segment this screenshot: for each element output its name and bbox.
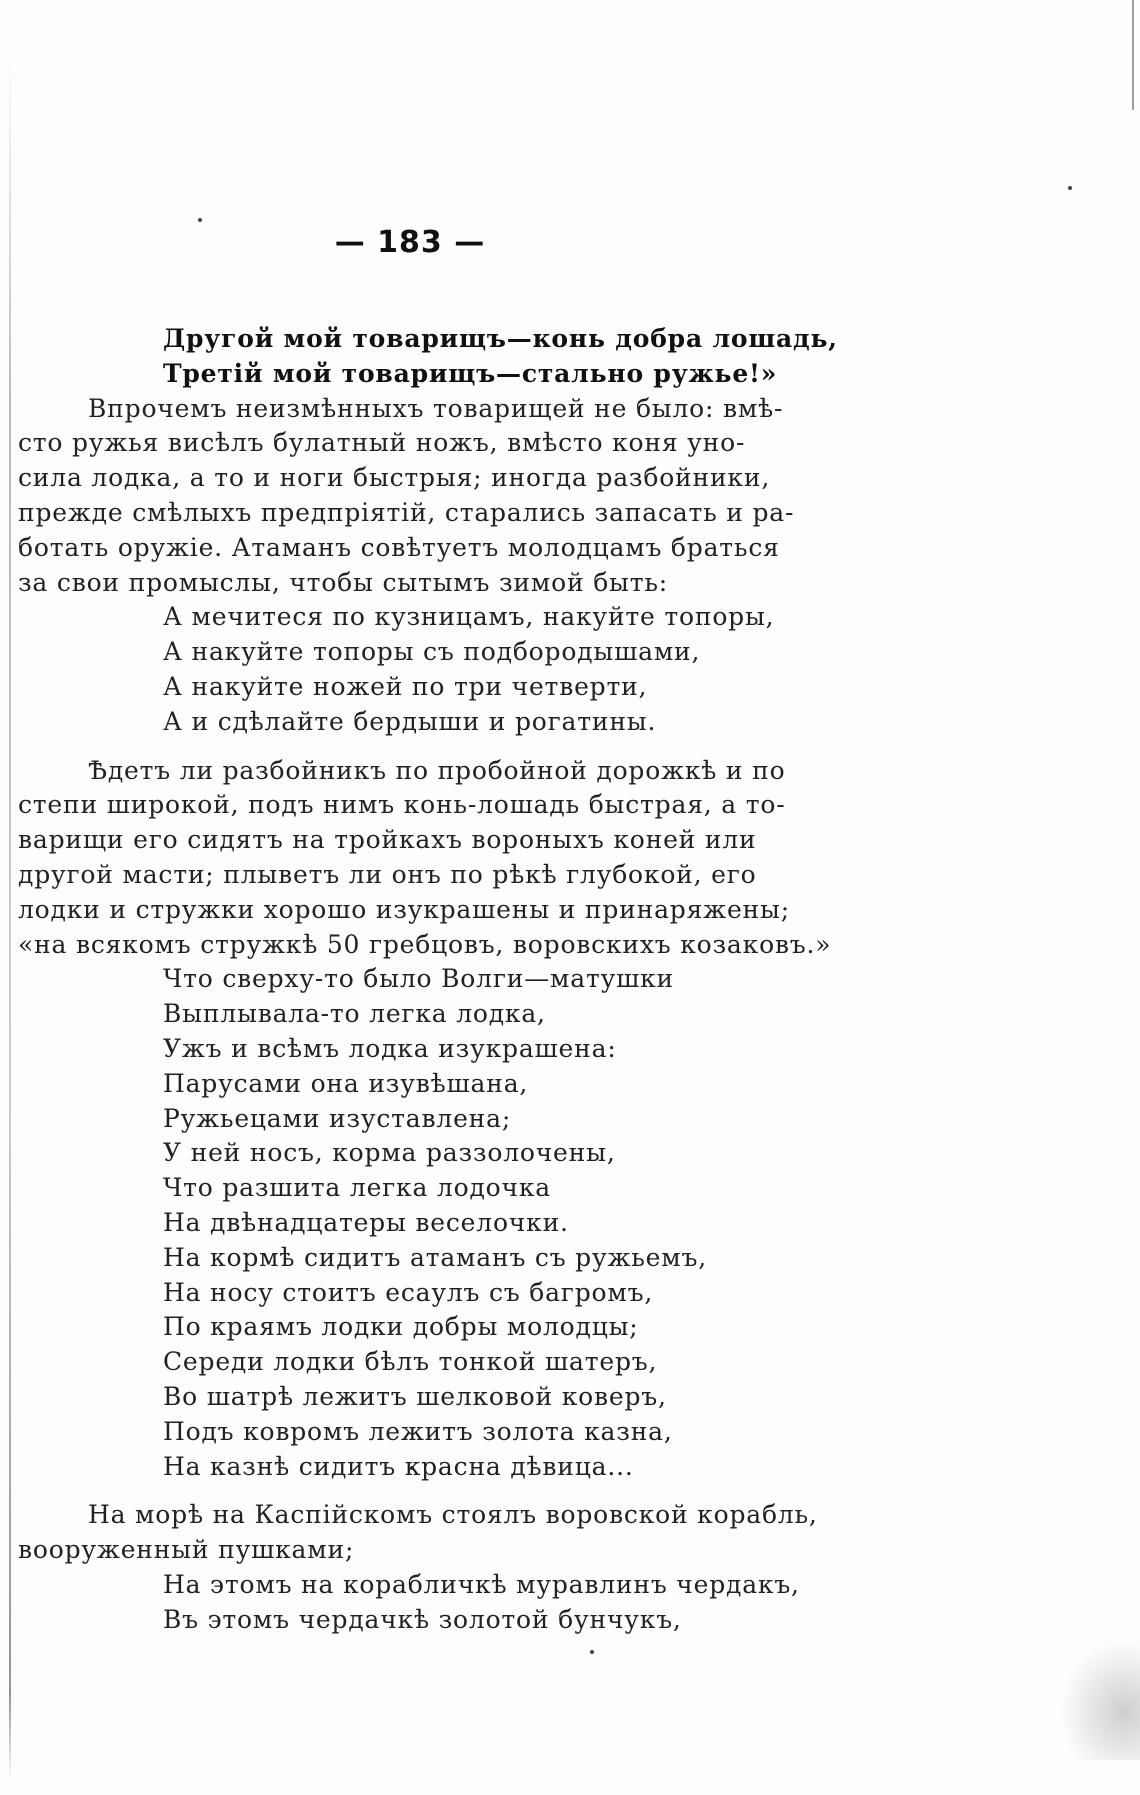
body-text <box>18 322 838 1637</box>
scan-speck <box>1068 186 1072 190</box>
verse-line: Парусами она изувѣшана, <box>163 1068 529 1098</box>
verse-line: Выплывала-то легка лодка, <box>163 999 546 1029</box>
scan-smudge <box>1060 1640 1140 1760</box>
text-line: Ѣдетъ ли разбойникъ по пробойной дорожкѣ и по <box>88 755 786 785</box>
verse-line: По краямъ лодки добры молодцы; <box>163 1312 639 1342</box>
page-number: — 183 — <box>334 225 486 260</box>
verse-line: Что разшита легка лодочка <box>163 1173 551 1203</box>
text-line: сто ружья висѣлъ булатный ножъ, вмѣсто коня уно- <box>18 428 746 458</box>
text-line: На морѣ на Каспійскомъ стоялъ воровской корабль, <box>88 1500 818 1530</box>
text-line: Впрочемъ неизмѣнныхъ товарищей не было: вмѣ- <box>88 393 784 423</box>
text-line: Третій мой товарищъ—стально ружье!» <box>163 358 778 388</box>
verse-line: А накуйте топоры съ подбородышами, <box>163 637 701 667</box>
scan-edge-left <box>9 60 11 1780</box>
text-line: степи широкой, подъ нимъ конь-лошадь быстрая, а то- <box>18 790 786 820</box>
verse-line: А мечитеся по кузницамъ, накуйте топоры, <box>163 602 775 632</box>
paragraph-gap <box>18 1484 818 1498</box>
text-line: варищи его сидятъ на тройкахъ вороныхъ коней или <box>18 825 757 855</box>
verse-line: У ней носъ, корма раззолочены, <box>163 1138 616 1168</box>
text-line: прежде смѣлыхъ предпріятій, старались запасать и ра- <box>18 497 795 527</box>
text-line: за свои промыслы, чтобы сытымъ зимой быть: <box>18 567 669 597</box>
verse-line: На носу стоитъ есаулъ съ багромъ, <box>163 1277 654 1307</box>
text-line: другой масти; плыветъ ли онъ по рѣкѣ глубокой, его <box>18 859 757 889</box>
verse-line: Середи лодки бѣлъ тонкой шатеръ, <box>163 1347 658 1377</box>
text-line: ботать оружіе. Атаманъ совѣтуетъ молодцамъ браться <box>18 532 780 562</box>
text-line: вооруженный пушками; <box>18 1535 355 1565</box>
paragraph-gap <box>18 740 818 754</box>
text-line: лодки и стружки хорошо изукрашены и принаряжены; <box>18 894 790 924</box>
verse-line: А накуйте ножей по три четверти, <box>163 671 648 701</box>
verse-line: На двѣнадцатеры веселочки. <box>163 1207 569 1237</box>
verse-line: На этомъ на корабличкѣ муравлинъ чердакъ, <box>163 1569 800 1599</box>
verse-line: Во шатрѣ лежитъ шелковой коверъ, <box>163 1381 667 1411</box>
text-line: сила лодка, а то и ноги быстрыя; иногда разбойники, <box>18 463 771 493</box>
verse-line: Что сверху-то было Волги—матушки <box>163 964 675 994</box>
text-line: «на всякомъ стружкѣ 50 гребцовъ, воровскихъ козаковъ.» <box>18 929 832 959</box>
verse-line: Подъ ковромъ лежитъ золота казна, <box>163 1416 673 1446</box>
verse-line: На кормѣ сидитъ атаманъ съ ружьемъ, <box>163 1242 707 1272</box>
verse-line: Ружьецами изуставлена; <box>163 1103 512 1133</box>
scan-speck <box>198 218 202 222</box>
verse-line: На казнѣ сидитъ красна дѣвица... <box>163 1451 634 1481</box>
verse-line: Ужъ и всѣмъ лодка изукрашена: <box>163 1033 617 1063</box>
text-line: Другой мой товарищъ—конь добра лошадь, <box>163 324 838 353</box>
verse-line: Въ этомъ чердачкѣ золотой бунчукъ, <box>163 1604 682 1634</box>
scan-edge-right <box>1132 0 1134 110</box>
scan-speck <box>590 1650 594 1654</box>
verse-line: А и сдѣлайте бердыши и рогатины. <box>163 706 657 736</box>
